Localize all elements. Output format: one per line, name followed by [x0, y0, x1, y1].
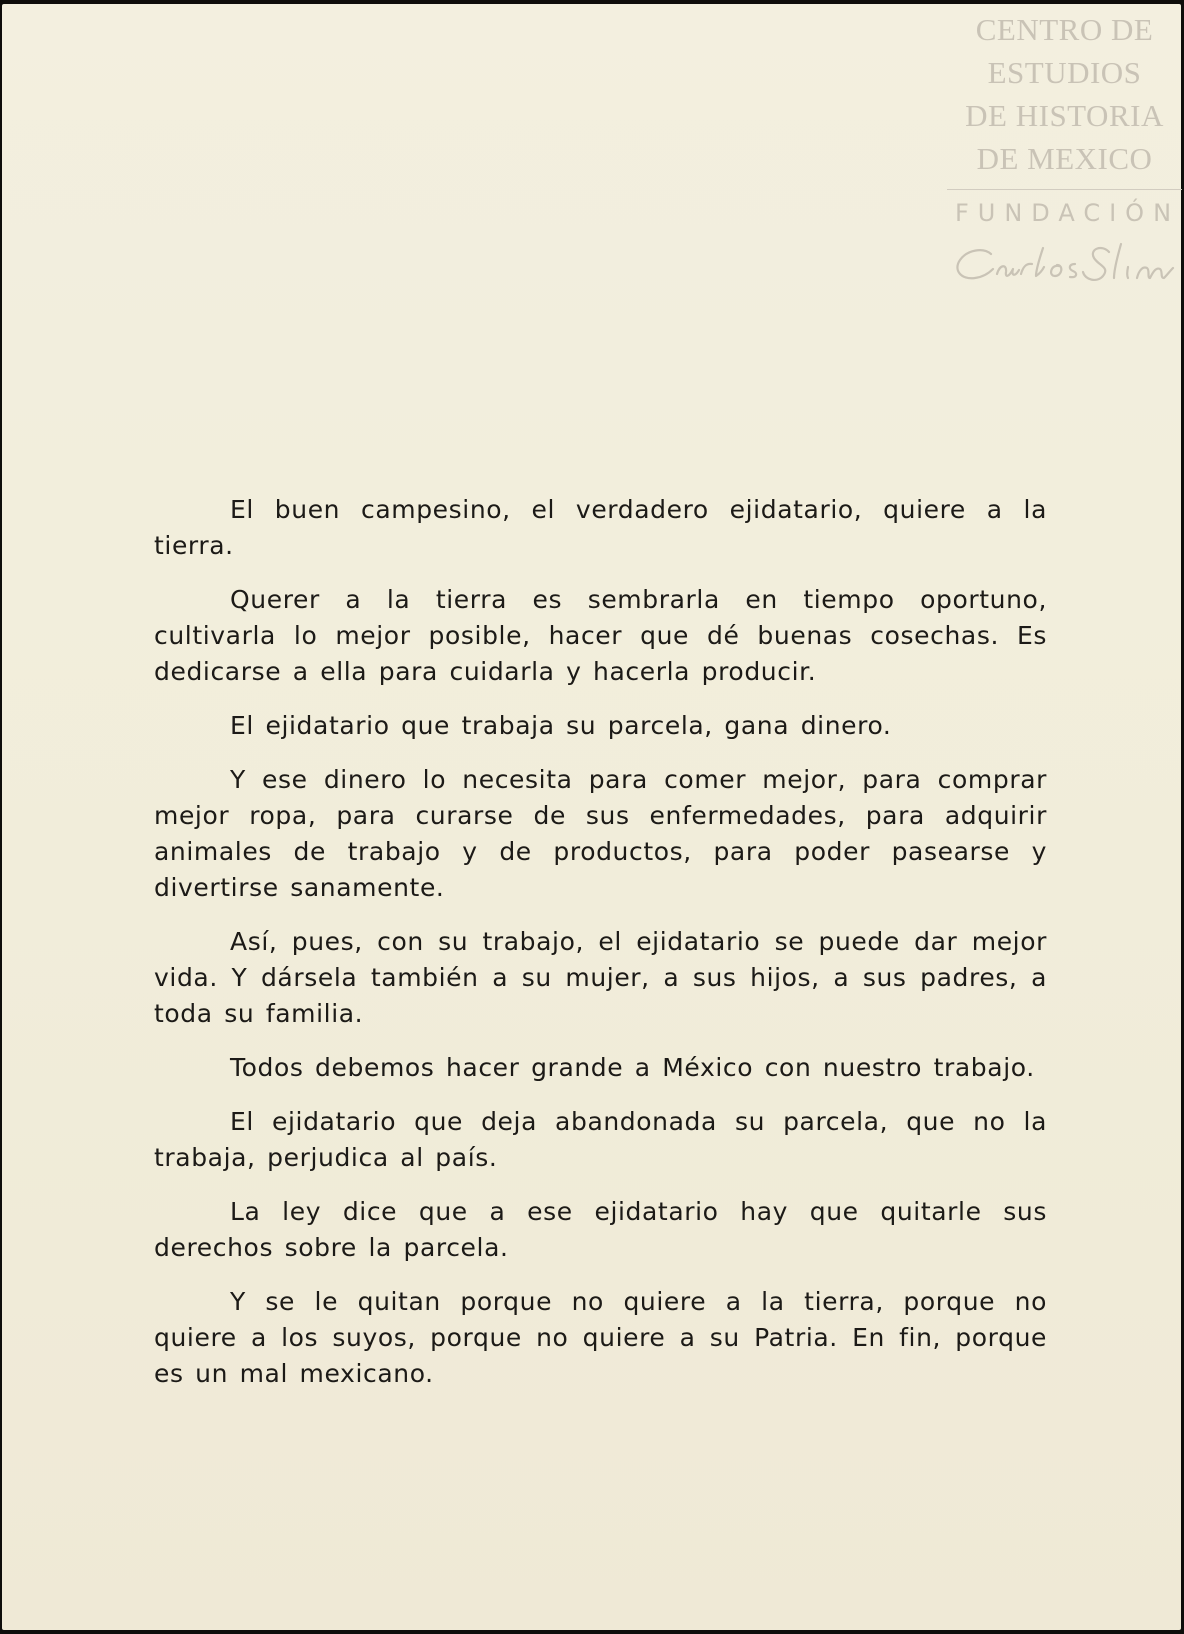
paragraph: El buen campesino, el verdadero ejidatario, quiere a la tierra. — [154, 495, 1047, 560]
archive-watermark — [947, 8, 1182, 290]
paragraph: Así, pues, con su trabajo, el ejidatario se puede dar mejor vida. Y dársela también a su mujer, a sus hijos, a sus padres, a toda su familia. — [154, 927, 1047, 1028]
paragraph: La ley dice que a ese ejidatario hay que quitarle sus derechos sobre la parcela. — [154, 1197, 1047, 1262]
watermark-line: DE HISTORIA — [965, 98, 1164, 133]
paper-sheet — [2, 4, 1181, 1630]
body-text — [154, 492, 1047, 1410]
watermark-foundation: FUNDACIÓN — [954, 199, 1181, 227]
paragraph: Querer a la tierra es sembrarla en tiempo oportuno, cultivarla lo mejor posible, hacer que dé buenas cosechas. Es dedicarse a ella para cuidarla y hacerla producir. — [154, 585, 1047, 686]
signature-icon — [947, 234, 1182, 290]
paragraph: Y se le quitan porque no quiere a la tierra, porque no quiere a los suyos, porque no quiere a su Patria. En fin, porque es un mal mexicano. — [154, 1287, 1047, 1388]
paragraph: Y ese dinero lo necesita para comer mejor, para comprar mejor ropa, para curarse de sus enfermedades, para adquirir animales de trabajo y de productos, para poder pasearse y divertirse sanamente. — [154, 765, 1047, 902]
paragraph: El ejidatario que deja abandonada su parcela, que no la trabaja, perjudica al país. — [154, 1107, 1047, 1172]
watermark-line: ESTUDIOS — [987, 55, 1142, 90]
watermark-line: CENTRO DE — [975, 12, 1154, 47]
paragraph: El ejidatario que trabaja su parcela, gana dinero. — [230, 711, 892, 740]
paragraph: Todos debemos hacer grande a México con nuestro trabajo. — [230, 1053, 1035, 1082]
watermark-line: DE MEXICO — [976, 141, 1153, 176]
watermark-divider — [947, 189, 1182, 190]
